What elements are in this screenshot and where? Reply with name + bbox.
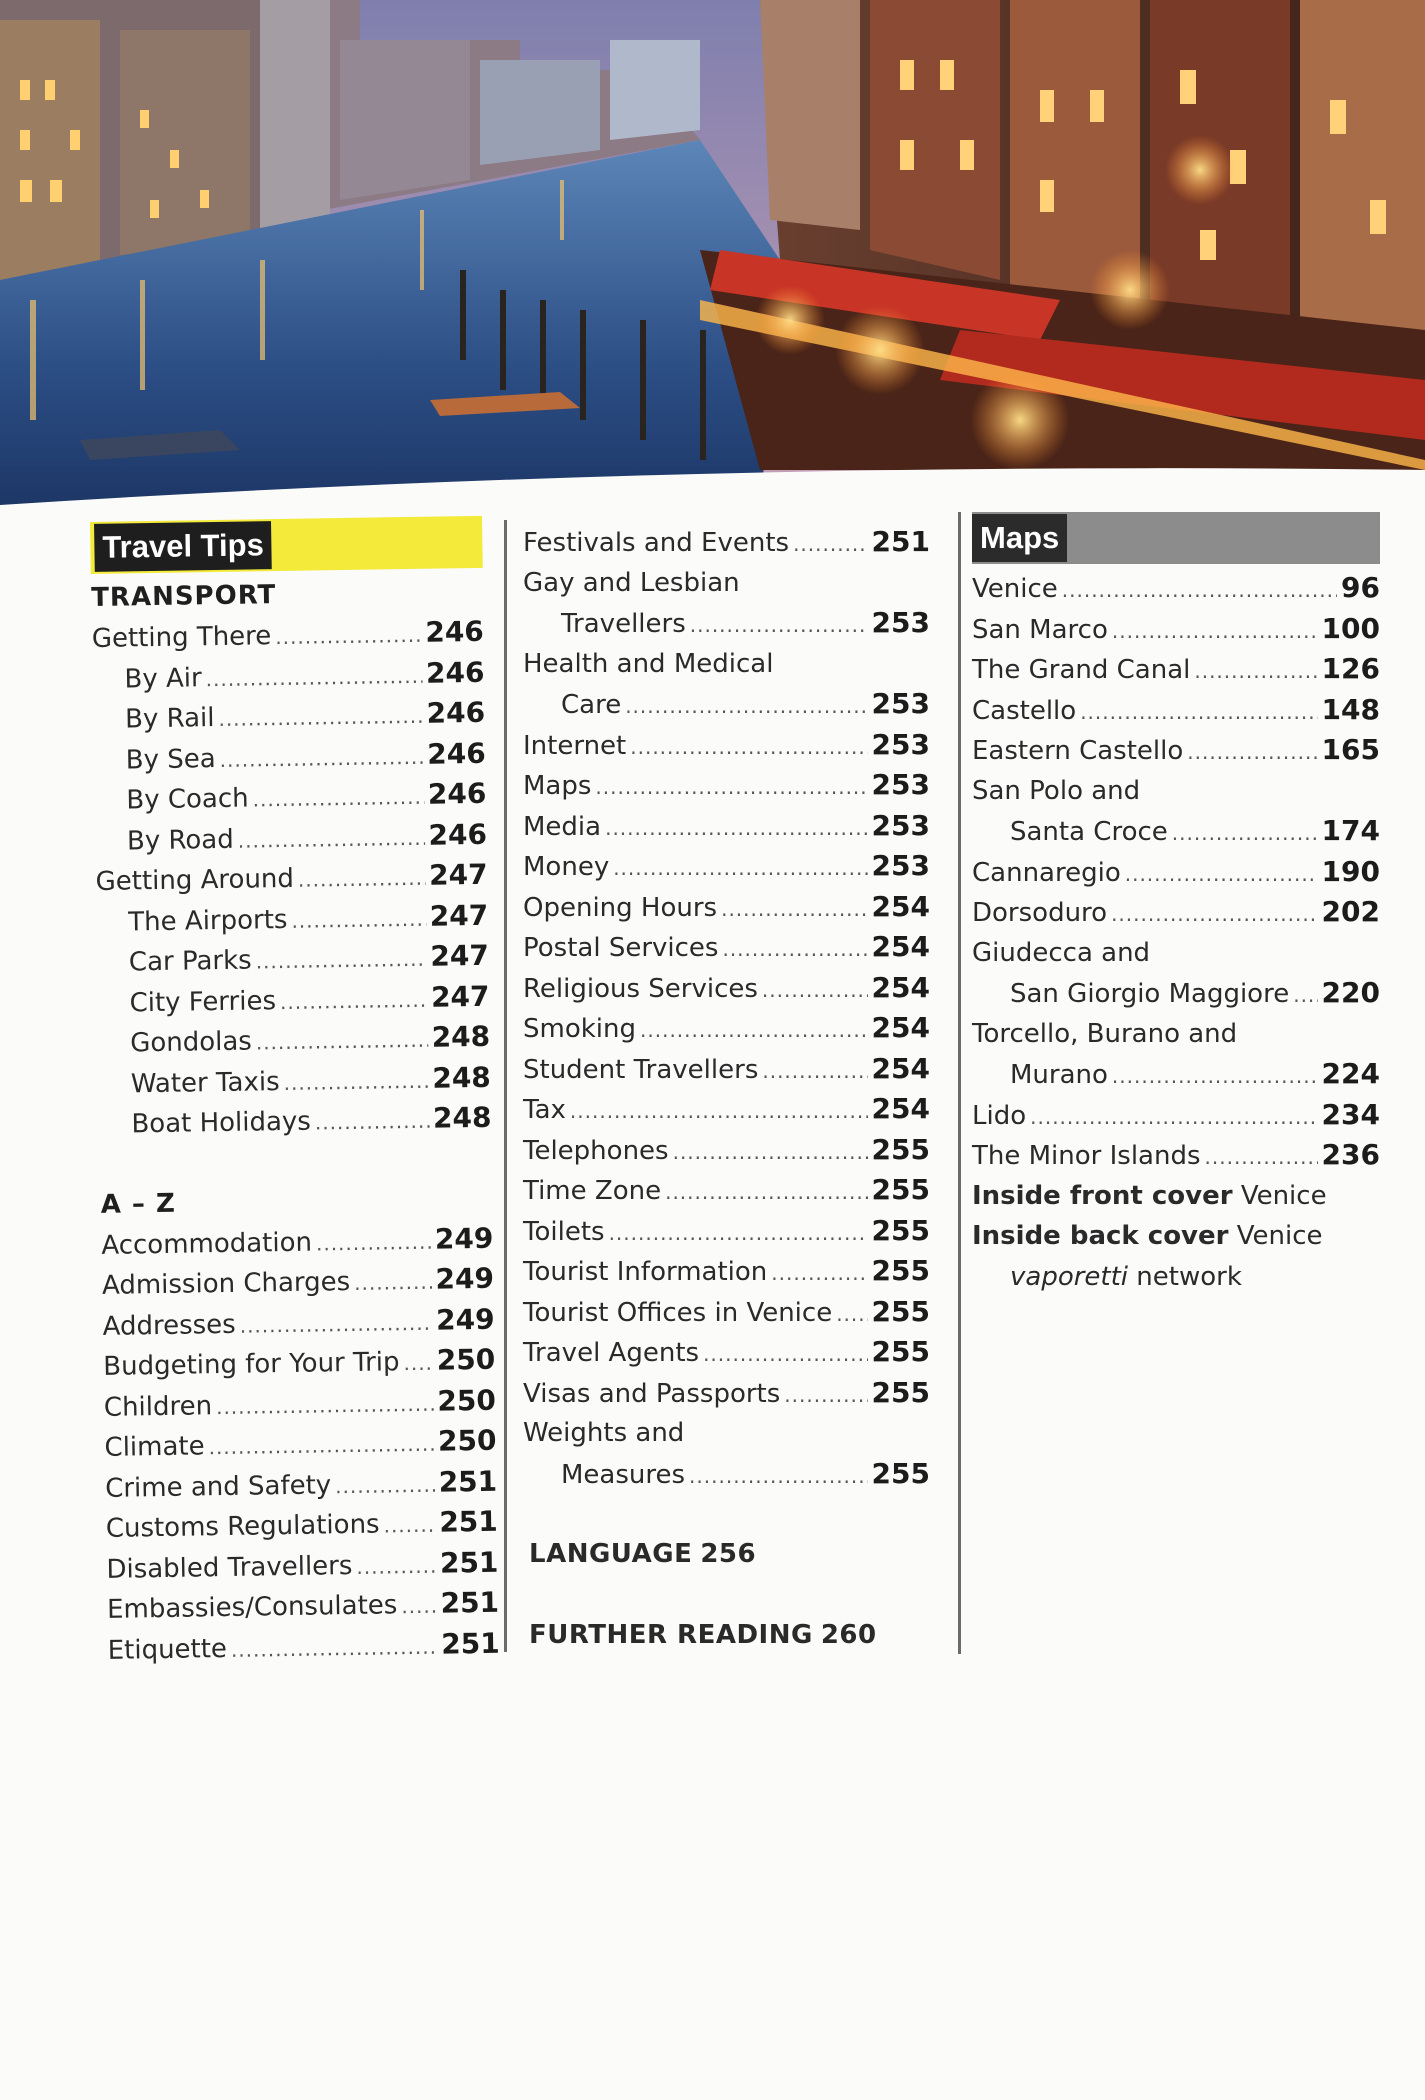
toc-entry-heading[interactable]: Giudecca and — [972, 937, 1151, 968]
dot-leader — [1080, 692, 1317, 733]
toc-entry-label: By Air — [124, 662, 202, 694]
toc-entry[interactable] — [92, 612, 485, 659]
toc-entry-label: Disabled Travellers — [106, 1550, 353, 1585]
toc-entry[interactable] — [523, 1130, 930, 1171]
toc-entry-label: Toilets — [523, 1216, 605, 1247]
toc-entry-page: 250 — [437, 1383, 497, 1418]
toc-entry-page: 254 — [871, 1051, 930, 1085]
toc-entry-page: 248 — [432, 1100, 492, 1135]
toc-entry[interactable] — [105, 1502, 498, 1549]
dot-leader — [762, 970, 868, 1011]
toc-entry-label: Visas and Passports — [523, 1378, 781, 1409]
toc-entry-label: Addresses — [102, 1309, 236, 1342]
toc-entry[interactable] — [95, 855, 488, 902]
toc-entry-label: Eastern Castello — [972, 736, 1184, 766]
toc-entry-page: 254 — [871, 930, 930, 963]
column-rule-2 — [958, 512, 961, 1654]
maps-title: Maps — [972, 514, 1067, 562]
toc-entry-label: Gondolas — [129, 1026, 253, 1059]
toc-entry-label: Festivals and Events — [523, 528, 790, 558]
toc-entry[interactable] — [523, 1454, 930, 1495]
dot-leader — [237, 817, 424, 860]
toc-entry[interactable] — [972, 811, 1380, 852]
toc-entry-page: 165 — [1321, 733, 1380, 766]
dot-leader — [1112, 611, 1318, 652]
toc-entry-page: 249 — [435, 1302, 495, 1337]
toc-entry-label: Venice — [972, 574, 1058, 604]
toc-entry-page: 246 — [425, 655, 485, 690]
toc-entry[interactable] — [523, 1008, 930, 1049]
toc-entry[interactable] — [523, 603, 930, 644]
toc-entry[interactable] — [103, 1340, 496, 1387]
dot-leader — [205, 655, 422, 699]
toc-entry[interactable] — [107, 1623, 500, 1670]
toc-entry-label: Dorsoduro — [972, 898, 1108, 928]
toc-entry-label: Opening Hours — [523, 892, 718, 923]
dot-leader — [690, 605, 868, 646]
toc-entry-page: 224 — [1321, 1057, 1380, 1090]
toc-entry-label: Telephones — [523, 1135, 669, 1166]
maps-column — [972, 512, 1380, 1297]
toc-entry-label: San Marco — [972, 614, 1108, 645]
dot-leader — [335, 1464, 435, 1506]
inside-back-cover-label: Inside back cover — [972, 1221, 1229, 1251]
toc-entry-label: Measures — [561, 1459, 686, 1490]
toc-entry-label: Travel Agents — [523, 1338, 700, 1368]
dot-leader — [1112, 1056, 1318, 1097]
toc-entry-label: Children — [103, 1390, 213, 1423]
toc-entry[interactable] — [523, 1251, 930, 1292]
toc-entry-label: Accommodation — [101, 1227, 313, 1261]
toc-entry[interactable] — [96, 895, 489, 942]
toc-entry[interactable] — [523, 1332, 930, 1373]
toc-entry[interactable] — [972, 649, 1380, 690]
dot-leader — [1111, 894, 1317, 935]
toc-entry-page: 251 — [871, 525, 930, 558]
toc-entry[interactable] — [106, 1542, 499, 1589]
further-reading-entry[interactable] — [523, 1615, 930, 1656]
dot-leader — [219, 736, 423, 780]
toc-entry[interactable] — [972, 1054, 1380, 1095]
toc-entry-label: Smoking — [523, 1014, 637, 1044]
toc-entry-label: Getting Around — [95, 863, 295, 897]
toc-entry[interactable] — [523, 968, 930, 1009]
dot-leader — [231, 1626, 438, 1670]
toc-entry-page: 246 — [425, 614, 485, 649]
toc-entry[interactable] — [972, 1095, 1380, 1136]
dot-leader — [640, 1010, 868, 1051]
toc-entry-heading[interactable]: Torcello, Burano and — [972, 1018, 1238, 1049]
toc-entry[interactable] — [99, 1098, 492, 1145]
toc-entry-label: Car Parks — [128, 945, 252, 978]
dot-leader — [689, 1456, 868, 1497]
toc-entry-page: 251 — [439, 1504, 499, 1539]
toc-entry[interactable] — [523, 765, 930, 806]
toc-entry[interactable] — [972, 852, 1380, 893]
transport-list — [92, 612, 492, 1145]
az-continued-list — [523, 522, 930, 1494]
dot-leader — [218, 696, 423, 740]
toc-entry[interactable] — [107, 1583, 500, 1630]
inside-back-cover-continued — [972, 1257, 1380, 1298]
dot-leader — [673, 1132, 868, 1173]
toc-entry-page: 246 — [426, 736, 486, 771]
toc-entry-label: San Giorgio Maggiore — [1010, 979, 1290, 1009]
toc-entry-label: Crime and Safety — [104, 1469, 332, 1504]
travel-tips-column — [90, 516, 500, 1670]
dot-leader — [256, 1020, 429, 1063]
toc-entry-label: Boat Holidays — [131, 1106, 312, 1140]
toc-entry-label: Internet — [523, 730, 627, 761]
toc-entry[interactable] — [972, 730, 1380, 771]
maps-list — [972, 568, 1380, 1176]
toc-entry[interactable] — [102, 1259, 495, 1306]
toc-entry-page: 236 — [1321, 1138, 1380, 1171]
toc-entry-label: The Minor Islands — [972, 1141, 1201, 1171]
dot-leader — [383, 1505, 435, 1546]
toc-entry-label: Tourist Information — [523, 1257, 768, 1287]
toc-entry-page: 255 — [871, 1254, 930, 1287]
toc-entry-label: Water Taxis — [130, 1066, 280, 1099]
toc-entry-page: 251 — [439, 1545, 499, 1580]
toc-entry-page: 253 — [871, 606, 930, 639]
toc-entry-page: 250 — [436, 1342, 496, 1377]
toc-entry-label: Murano — [1010, 1060, 1108, 1090]
toc-entry-page: 148 — [1321, 692, 1380, 726]
toc-entry[interactable] — [972, 609, 1380, 650]
toc-entry-label: Tourist Offices in Venice — [523, 1297, 833, 1328]
toc-entry-page: 251 — [438, 1464, 498, 1499]
toc-entry[interactable] — [104, 1421, 497, 1468]
toc-entry-label: Time Zone — [523, 1176, 662, 1206]
toc-entry[interactable] — [97, 936, 490, 983]
toc-entry-label: Castello — [972, 695, 1077, 726]
toc-entry[interactable] — [972, 892, 1380, 933]
toc-entry-page: 255 — [871, 1375, 930, 1409]
toc-entry-label: Etiquette — [107, 1633, 228, 1666]
toc-entry-label: Embassies/Consulates — [106, 1590, 398, 1625]
dot-leader — [283, 1060, 428, 1103]
dot-leader — [1172, 813, 1318, 854]
toc-entry-label: City Ferries — [129, 985, 277, 1018]
toc-entry-page: 255 — [871, 1456, 930, 1490]
toc-entry-page: 253 — [871, 849, 930, 882]
dot-leader — [703, 1334, 867, 1375]
toc-entry-label: Admission Charges — [101, 1267, 351, 1301]
toc-entry-page: 126 — [1321, 652, 1380, 685]
az-list — [101, 1218, 500, 1670]
dot-leader — [613, 848, 867, 889]
toc-entry[interactable] — [523, 846, 930, 887]
toc-entry-label: Religious Services — [523, 973, 758, 1004]
toc-entry-label: Money — [523, 852, 610, 882]
toc-entry[interactable] — [102, 1299, 495, 1346]
toc-entry[interactable] — [972, 568, 1380, 609]
toc-entry-page: 254 — [871, 1011, 930, 1044]
toc-entry-label: Santa Croce — [1010, 817, 1168, 847]
toc-entry-label: Budgeting for Your Trip — [103, 1347, 400, 1382]
toc-entry[interactable] — [523, 1049, 930, 1090]
toc-entry-page: 255 — [871, 1335, 930, 1368]
toc-entry[interactable] — [97, 976, 490, 1023]
toc-entry-page: 100 — [1321, 611, 1380, 645]
toc-entry-page: 253 — [871, 687, 930, 720]
dot-leader — [665, 1172, 867, 1213]
toc-entry[interactable] — [972, 690, 1380, 731]
dot-leader — [722, 929, 867, 970]
dot-leader — [1187, 732, 1317, 773]
toc-entry-label: The Airports — [128, 904, 288, 937]
dot-leader — [1293, 975, 1317, 1016]
toc-entry-page: 255 — [871, 1132, 930, 1166]
dot-leader — [298, 858, 426, 900]
toc-entry-page: 246 — [426, 695, 486, 730]
toc-entry-label: Tax — [523, 1095, 566, 1125]
toc-entry-page: 253 — [871, 808, 930, 842]
dot-leader — [354, 1262, 432, 1304]
toc-entry-page: 255 — [871, 1213, 930, 1247]
toc-entry-page: 254 — [871, 970, 930, 1004]
dot-leader — [595, 767, 867, 808]
dot-leader — [275, 615, 422, 658]
toc-entry-label: Customs Regulations — [105, 1509, 380, 1544]
toc-entry-label: Care — [561, 690, 622, 720]
dot-leader — [605, 808, 867, 849]
dot-leader — [630, 727, 867, 768]
toc-entry[interactable] — [105, 1461, 498, 1508]
toc-entry-label: Lido — [972, 1100, 1027, 1131]
toc-entry-label: By Coach — [126, 783, 249, 816]
toc-entry-page: 246 — [428, 817, 488, 852]
az-label: A – Z — [100, 1188, 177, 1220]
toc-entry[interactable] — [523, 806, 930, 847]
venice-grand-canal-photo — [0, 0, 1425, 515]
toc-entry-label: By Road — [126, 824, 234, 856]
toc-entry-label: By Sea — [125, 743, 216, 775]
inside-front-cover-text: Venice — [1240, 1180, 1327, 1211]
dot-leader — [1194, 651, 1317, 692]
toc-entry-page: 254 — [871, 1092, 930, 1125]
toc-entry-label: Travellers — [561, 609, 686, 639]
dot-leader — [316, 1221, 432, 1263]
dot-leader — [401, 1586, 437, 1627]
toc-entry-label: Getting There — [91, 621, 272, 654]
toc-entry-page: 247 — [428, 857, 488, 892]
toc-entry-page: 246 — [427, 776, 487, 811]
toc-entry-page: 96 — [1341, 571, 1380, 604]
dot-leader — [771, 1253, 867, 1294]
toc-entry-page: 247 — [430, 938, 490, 973]
toc-entry[interactable] — [523, 1089, 930, 1130]
az-continued-column — [523, 522, 930, 1655]
toc-entry-heading[interactable]: Gay and Lesbian — [523, 567, 740, 598]
toc-entry[interactable] — [98, 1017, 491, 1064]
dot-leader — [762, 1051, 867, 1092]
dot-leader — [280, 979, 428, 1022]
dot-leader — [216, 1383, 434, 1427]
toc-entry-heading[interactable]: San Polo and — [972, 775, 1141, 806]
toc-entry-page: 249 — [435, 1261, 495, 1296]
language-entry[interactable] — [523, 1534, 930, 1575]
dot-leader — [255, 939, 426, 982]
dot-leader — [208, 1424, 434, 1468]
maps-heading — [972, 512, 1380, 564]
toc-entry[interactable] — [523, 1373, 930, 1414]
toc-entry[interactable] — [523, 725, 930, 766]
toc-entry-page: 190 — [1321, 854, 1380, 888]
dot-leader — [403, 1343, 433, 1384]
further-reading-page: 260 — [820, 1619, 877, 1650]
dot-leader — [291, 898, 426, 941]
toc-entry[interactable] — [104, 1380, 497, 1427]
inside-back-cover-entry[interactable] — [972, 1216, 1380, 1257]
toc-entry-heading[interactable]: Weights and — [523, 1418, 685, 1448]
toc-entry-page: 249 — [434, 1221, 494, 1256]
dot-leader — [609, 1213, 868, 1254]
dot-leader — [570, 1091, 868, 1132]
toc-entry-page: 202 — [1321, 895, 1380, 928]
dot-leader — [252, 777, 424, 820]
inside-front-cover-label: Inside front cover — [972, 1180, 1233, 1211]
toc-entry-label: The Grand Canal — [972, 655, 1191, 685]
toc-entry-label: Postal Services — [523, 933, 719, 963]
toc-entry-page: 253 — [871, 768, 930, 801]
toc-entry[interactable] — [94, 774, 487, 821]
dot-leader — [1125, 854, 1318, 895]
transport-label: TRANSPORT — [90, 580, 277, 613]
toc-entry-label: Maps — [523, 771, 592, 801]
toc-entry-label: Student Travellers — [523, 1054, 759, 1085]
toc-entry-page: 234 — [1321, 1097, 1380, 1131]
toc-entry-page: 248 — [432, 1060, 492, 1095]
dot-leader — [1205, 1137, 1318, 1178]
toc-entry[interactable] — [523, 927, 930, 968]
toc-entry-label: Cannaregio — [972, 857, 1121, 888]
toc-entry[interactable] — [523, 522, 930, 563]
travel-tips-title: Travel Tips — [94, 521, 272, 572]
toc-entry-page: 248 — [431, 1019, 491, 1054]
inside-back-cover-text: Venice — [1236, 1221, 1323, 1251]
toc-entry-page: 251 — [440, 1585, 500, 1620]
toc-entry-label: Climate — [104, 1431, 205, 1463]
toc-entry-page: 220 — [1321, 976, 1380, 1009]
toc-entry-page: 255 — [871, 1173, 930, 1206]
dot-leader — [793, 524, 867, 565]
dot-leader — [239, 1302, 432, 1346]
dot-leader — [356, 1545, 436, 1587]
toc-entry[interactable] — [523, 1170, 930, 1211]
toc-entry[interactable] — [523, 1211, 930, 1252]
network-text: network — [1136, 1261, 1242, 1292]
further-reading-label: FURTHER READING — [529, 1619, 813, 1650]
toc-entry-page: 247 — [429, 898, 489, 933]
dot-leader — [721, 889, 867, 930]
dot-leader — [315, 1101, 430, 1143]
toc-entry[interactable] — [93, 693, 486, 740]
toc-entry-page: 250 — [437, 1423, 497, 1458]
dot-leader — [784, 1375, 867, 1416]
toc-entry-page: 255 — [871, 1294, 930, 1328]
toc-entry-heading[interactable]: Health and Medical — [523, 648, 774, 679]
dot-leader — [625, 686, 867, 727]
toc-entry[interactable] — [972, 1135, 1380, 1176]
toc-entry[interactable] — [93, 733, 486, 780]
toc-entry-page: 174 — [1321, 814, 1380, 847]
toc-entry[interactable] — [101, 1218, 494, 1265]
dot-leader — [1062, 570, 1337, 611]
column-rule-1 — [504, 520, 507, 1652]
toc-entry[interactable] — [95, 814, 488, 861]
toc-entry-label: By Rail — [124, 703, 215, 735]
toc-entry-page: 254 — [871, 889, 930, 923]
toc-entry[interactable] — [523, 684, 930, 725]
toc-entry-page: 253 — [871, 727, 930, 761]
dot-leader — [1030, 1097, 1317, 1138]
toc-entry-page: 251 — [440, 1626, 500, 1661]
travel-tips-heading — [90, 516, 483, 574]
dot-leader — [836, 1294, 867, 1335]
language-page: 256 — [700, 1539, 757, 1569]
toc-entry[interactable] — [523, 1292, 930, 1333]
toc-entry[interactable] — [972, 973, 1380, 1014]
toc-entry-page: 247 — [430, 979, 490, 1014]
language-label: LANGUAGE — [529, 1539, 693, 1569]
vaporetti-text: vaporetti — [1010, 1261, 1129, 1292]
inside-front-cover-entry[interactable] — [972, 1176, 1380, 1217]
toc-entry-label: Media — [523, 811, 602, 842]
toc-entry[interactable] — [92, 652, 485, 699]
toc-entry[interactable] — [99, 1057, 492, 1104]
toc-entry[interactable] — [523, 887, 930, 928]
